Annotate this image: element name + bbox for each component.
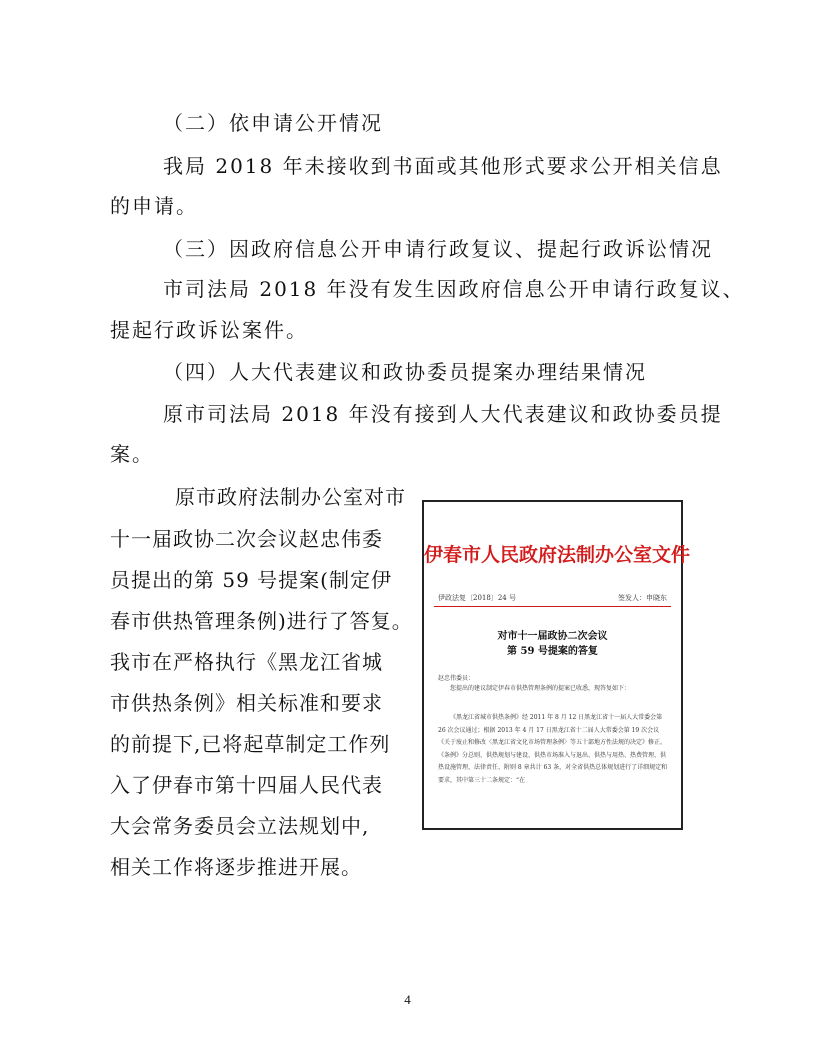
page-number: 4: [404, 992, 411, 1007]
section-heading-3: （三）因政府信息公开申请行政复议、提起行政诉讼情况: [163, 237, 713, 261]
wrap-paragraph-line: 我市在严格执行《黑龙江省城: [110, 650, 383, 674]
embedded-doc-signer: 签发人：申晓东: [618, 594, 667, 602]
wrap-paragraph-line: 春市供热管理条例)进行了答复。: [110, 609, 413, 633]
section-text-line: 我局 2018 年未接收到书面或其他形式要求公开相关信息: [163, 154, 723, 178]
wrap-paragraph-line: 大会常务委员会立法规划中,: [110, 814, 370, 838]
wrap-paragraph-line: 的前提下,已将起草制定工作列: [110, 732, 391, 756]
embedded-doc-title: 伊春市人民政府法制办公室文件: [424, 544, 691, 566]
wrap-paragraph-line: 入了伊春市第十四届人民代表: [110, 773, 383, 797]
wrap-paragraph-line: 员提出的第 59 号提案(制定伊: [110, 568, 392, 592]
embedded-doc-subtitle: 第 59 号提案的答复: [507, 646, 598, 657]
embedded-doc-salutation: 赵忠伟委员：: [438, 675, 475, 682]
embedded-document-image: [422, 500, 691, 830]
section-text-line: 提起行政诉讼案件。: [110, 318, 308, 342]
embedded-doc-subtitle: 对市十一届政协二次会议: [497, 631, 608, 642]
embedded-doc-paragraph: 您提出的建议制定伊春市供热管理条例的提案已收悉，现答复如下：: [450, 685, 631, 692]
wrap-paragraph-line: 市供热条例》相关标准和要求: [110, 691, 383, 715]
section-text-line: 市司法局 2018 年没有发生因政府信息公开申请行政复议、: [163, 277, 745, 301]
wrap-paragraph-line: 相关工作将逐步推进开展。: [110, 855, 362, 879]
wrap-paragraph-line: 十一届政协二次会议赵忠伟委: [110, 527, 383, 551]
section-heading-2: （二）依申请公开情况: [163, 111, 383, 135]
section-text-line: 案。: [110, 442, 154, 466]
section-text-line: 的申请。: [110, 194, 198, 218]
wrap-paragraph-line: 原市政府法制办公室对市: [175, 485, 406, 509]
section-text-line: 原市司法局 2018 年没有接到人大代表建议和政协委员提: [163, 402, 723, 426]
embedded-doc-number: 伊政法复〔2018〕24 号: [438, 594, 516, 602]
embedded-doc-red-rule: [434, 606, 671, 607]
embedded-doc-paragraph: 《黑龙江省城市供热条例》经 2011 年 8 月 12 日黑龙江省十一届人大常委会第 26 次会议通过；根据 2013 年 4 月 17 日黑龙江省十二届人大常委会第 19 次会议《关于废止和修改〈黑龙江省文化市场管理条例〉等五十部地方性法规的决定》修正。《条例》分总则、供热规划与建设、供热市场准入与退出、供热与用热、热费管理、供热设施管理、法律责任、附则 8 章共计 63 条，对全省供热总体规划进行了详细规定和要求，其中第三十二条规定：“在: [438, 714, 668, 784]
section-heading-4: （四）人大代表建议和政协委员提案办理结果情况: [163, 360, 647, 384]
